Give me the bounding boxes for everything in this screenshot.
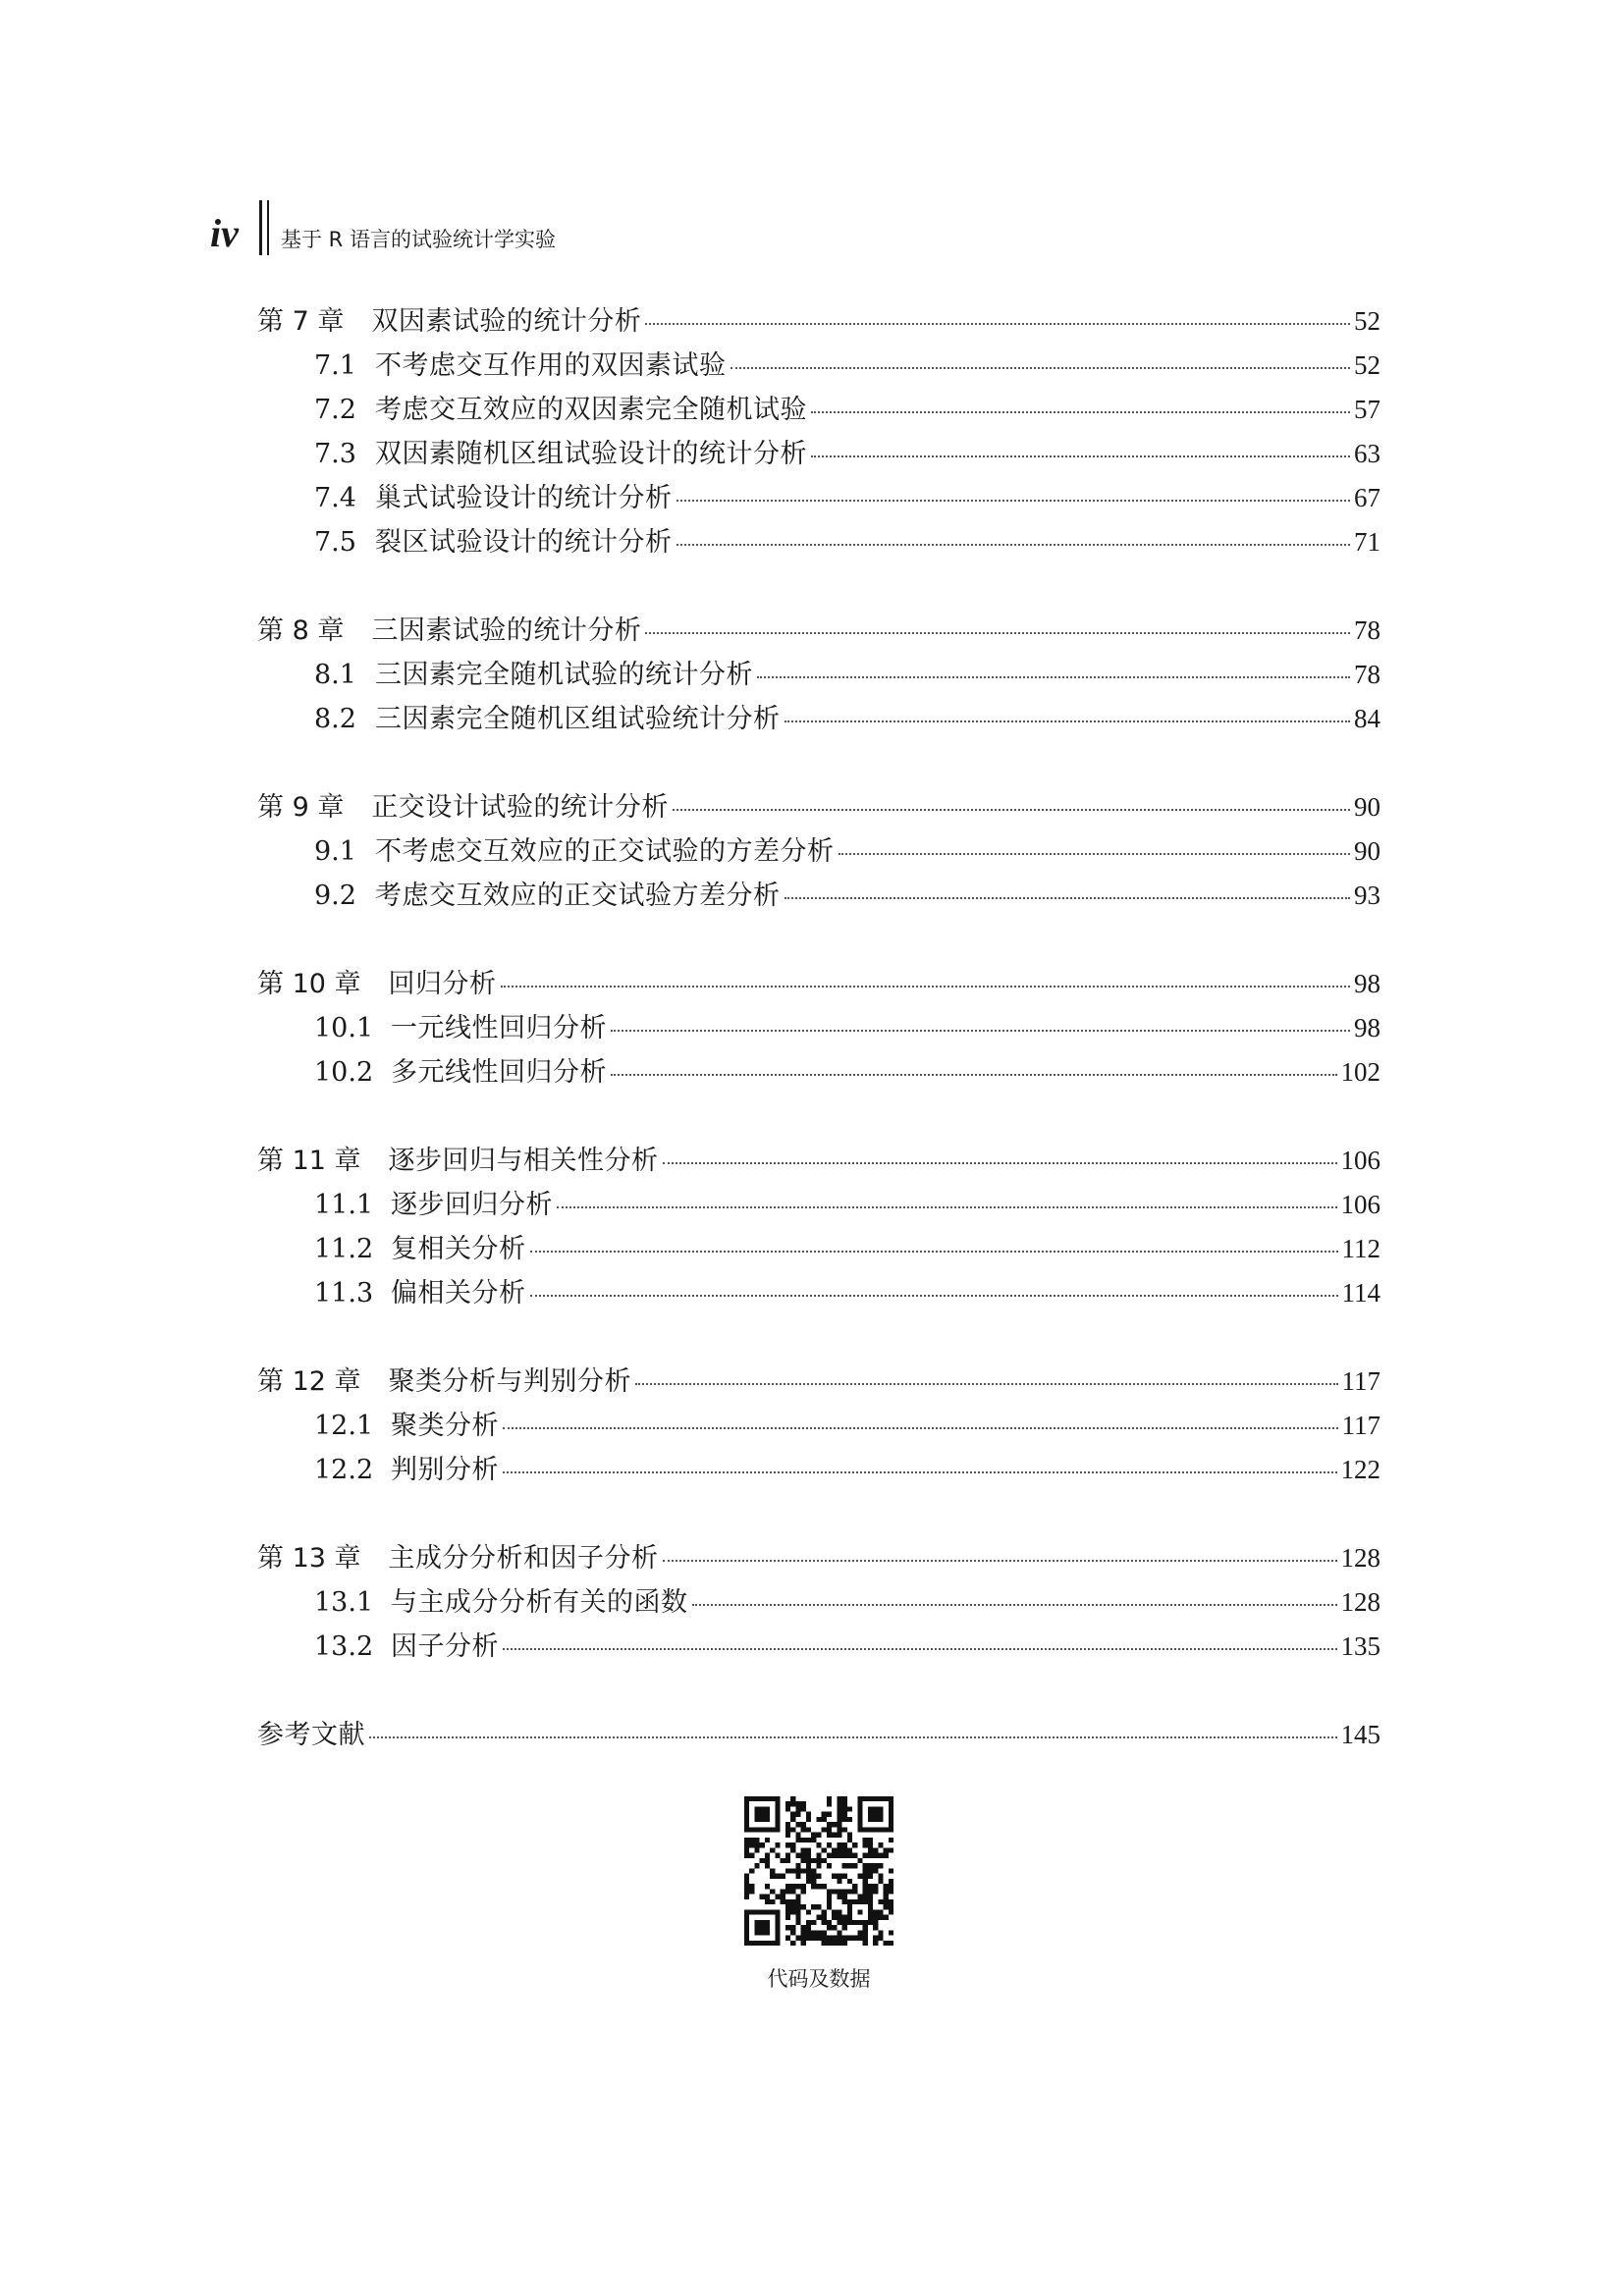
dot-leader bbox=[557, 1206, 1337, 1208]
entry-page-number: 93 bbox=[1354, 881, 1380, 910]
dot-leader bbox=[503, 1471, 1337, 1473]
dot-leader bbox=[676, 500, 1351, 502]
entry-title: 三因素完全随机区组试验统计分析 bbox=[375, 704, 781, 734]
book-title: 基于 R 语言的试验统计学实验 bbox=[281, 228, 556, 251]
entry-title: 参考文献 bbox=[257, 1720, 365, 1750]
entry-title: 回归分析 bbox=[388, 969, 497, 999]
dot-leader bbox=[784, 721, 1351, 722]
entry-title: 与主成分分析有关的函数 bbox=[391, 1587, 688, 1618]
entry-number: 8.1 bbox=[314, 660, 356, 690]
entry-number: 10.2 bbox=[314, 1057, 374, 1088]
entry-title: 偏相关分析 bbox=[391, 1278, 526, 1308]
dot-leader bbox=[503, 1648, 1337, 1650]
entry-page-number: 135 bbox=[1340, 1631, 1380, 1661]
entry-page-number: 122 bbox=[1340, 1455, 1380, 1484]
toc-section-entry[interactable] bbox=[257, 476, 1380, 520]
toc-section-entry[interactable] bbox=[257, 1227, 1380, 1271]
entry-page-number: 117 bbox=[1341, 1411, 1380, 1440]
toc-section-entry[interactable] bbox=[257, 520, 1380, 564]
entry-number: 11.3 bbox=[314, 1278, 374, 1308]
toc-chapter-entry[interactable] bbox=[257, 299, 1380, 344]
toc-section-entry[interactable] bbox=[257, 1183, 1380, 1227]
header-rule bbox=[259, 200, 262, 255]
dot-leader bbox=[692, 1604, 1337, 1606]
dot-leader bbox=[673, 809, 1350, 811]
entry-number: 7.2 bbox=[314, 395, 356, 425]
entry-title: 考虑交互效应的正交试验方差分析 bbox=[375, 881, 781, 911]
entry-title: 考虑交互效应的双因素完全随机试验 bbox=[375, 395, 807, 425]
entry-title: 双因素试验的统计分析 bbox=[371, 306, 642, 337]
entry-number: 7.1 bbox=[314, 350, 356, 381]
entry-title: 判别分析 bbox=[391, 1455, 499, 1485]
entry-title: 逐步回归分析 bbox=[391, 1190, 553, 1220]
entry-title: 复相关分析 bbox=[391, 1234, 526, 1264]
entry-number: 第 9 章 bbox=[257, 792, 345, 823]
toc-section-entry[interactable] bbox=[257, 432, 1380, 476]
entry-page-number: 106 bbox=[1340, 1190, 1380, 1219]
toc-chapter-group bbox=[257, 299, 1380, 564]
entry-number: 7.4 bbox=[314, 483, 356, 513]
qr-code-icon[interactable] bbox=[744, 1796, 893, 1946]
entry-title: 双因素随机区组试验设计的统计分析 bbox=[375, 439, 807, 469]
toc-chapter-group bbox=[257, 962, 1380, 1095]
entry-page-number: 71 bbox=[1354, 527, 1380, 557]
dot-leader bbox=[730, 367, 1351, 369]
toc-chapter-entry[interactable] bbox=[257, 1536, 1380, 1580]
entry-number: 11.1 bbox=[314, 1190, 374, 1220]
dot-leader bbox=[676, 544, 1351, 546]
entry-page-number: 114 bbox=[1341, 1278, 1380, 1308]
toc-chapter-group bbox=[257, 609, 1380, 741]
toc-section-entry[interactable] bbox=[257, 1625, 1380, 1669]
dot-leader bbox=[839, 853, 1351, 855]
entry-number: 9.2 bbox=[314, 881, 356, 911]
toc-section-entry[interactable] bbox=[257, 1580, 1380, 1625]
toc-chapter-entry[interactable] bbox=[257, 609, 1380, 653]
toc-section-entry[interactable] bbox=[257, 344, 1380, 388]
entry-page-number: 52 bbox=[1354, 306, 1380, 336]
dot-leader bbox=[501, 986, 1350, 988]
entry-page-number: 84 bbox=[1354, 704, 1380, 733]
entry-number: 7.5 bbox=[314, 527, 356, 558]
entry-page-number: 98 bbox=[1354, 969, 1380, 998]
entry-page-number: 90 bbox=[1354, 836, 1380, 866]
dot-leader bbox=[757, 676, 1350, 678]
entry-number: 12.2 bbox=[314, 1455, 374, 1485]
dot-leader bbox=[645, 632, 1350, 634]
dot-leader bbox=[811, 455, 1350, 457]
toc-section-entry[interactable] bbox=[257, 1050, 1380, 1095]
entry-number: 第 11 章 bbox=[257, 1146, 361, 1176]
entry-number: 第 7 章 bbox=[257, 306, 345, 337]
toc-chapter-group bbox=[257, 785, 1380, 918]
dot-leader bbox=[611, 1074, 1337, 1076]
entry-page-number: 78 bbox=[1354, 615, 1380, 645]
entry-page-number: 102 bbox=[1340, 1057, 1380, 1087]
entry-page-number: 128 bbox=[1340, 1587, 1380, 1617]
entry-number: 13.2 bbox=[314, 1631, 374, 1662]
toc-chapter-entry[interactable] bbox=[257, 785, 1380, 829]
dot-leader bbox=[530, 1251, 1338, 1253]
toc-references-entry[interactable] bbox=[257, 1713, 1380, 1757]
toc-chapter-entry[interactable] bbox=[257, 1139, 1380, 1183]
table-of-contents bbox=[257, 299, 1380, 1757]
toc-section-entry[interactable] bbox=[257, 697, 1380, 741]
dot-leader bbox=[530, 1295, 1338, 1297]
qr-caption: 代码及数据 bbox=[767, 1967, 871, 1991]
dot-leader bbox=[645, 323, 1350, 325]
entry-number: 12.1 bbox=[314, 1411, 374, 1441]
dot-leader bbox=[811, 411, 1350, 413]
entry-page-number: 52 bbox=[1354, 350, 1380, 380]
entry-page-number: 78 bbox=[1354, 660, 1380, 689]
entry-title: 逐步回归与相关性分析 bbox=[388, 1146, 659, 1176]
entry-number: 11.2 bbox=[314, 1234, 374, 1264]
dot-leader bbox=[369, 1736, 1337, 1738]
dot-leader bbox=[663, 1162, 1337, 1164]
toc-section-entry[interactable] bbox=[257, 388, 1380, 432]
entry-title: 正交设计试验的统计分析 bbox=[371, 792, 669, 823]
entry-number: 第 12 章 bbox=[257, 1366, 361, 1397]
entry-number: 第 13 章 bbox=[257, 1543, 361, 1574]
entry-page-number: 63 bbox=[1354, 439, 1380, 468]
entry-number: 10.1 bbox=[314, 1013, 374, 1043]
toc-chapter-group bbox=[257, 1139, 1380, 1315]
toc-section-entry[interactable] bbox=[257, 874, 1380, 918]
toc-section-entry[interactable] bbox=[257, 1006, 1380, 1050]
entry-page-number: 67 bbox=[1354, 483, 1380, 512]
dot-leader bbox=[784, 897, 1351, 899]
toc-chapter-group bbox=[257, 1360, 1380, 1492]
dot-leader bbox=[663, 1560, 1337, 1562]
entry-title: 不考虑交互作用的双因素试验 bbox=[375, 350, 727, 381]
toc-chapter-entry[interactable] bbox=[257, 1360, 1380, 1404]
entry-page-number: 112 bbox=[1341, 1234, 1380, 1263]
entry-page-number: 106 bbox=[1340, 1146, 1380, 1175]
toc-section-entry[interactable] bbox=[257, 1404, 1380, 1448]
toc-section-entry[interactable] bbox=[257, 829, 1380, 874]
toc-chapter-entry[interactable] bbox=[257, 962, 1380, 1006]
toc-section-entry[interactable] bbox=[257, 1271, 1380, 1315]
entry-title: 三因素试验的统计分析 bbox=[371, 615, 642, 646]
entry-page-number: 117 bbox=[1341, 1366, 1380, 1396]
entry-title: 多元线性回归分析 bbox=[391, 1057, 607, 1088]
entry-title: 巢式试验设计的统计分析 bbox=[375, 483, 673, 513]
entry-number: 9.1 bbox=[314, 836, 356, 867]
entry-title: 一元线性回归分析 bbox=[391, 1013, 607, 1043]
entry-title: 裂区试验设计的统计分析 bbox=[375, 527, 673, 558]
entry-number: 13.1 bbox=[314, 1587, 374, 1618]
qr-block bbox=[744, 1796, 893, 1991]
dot-leader bbox=[611, 1030, 1350, 1032]
header-rule bbox=[267, 200, 269, 255]
entry-page-number: 90 bbox=[1354, 792, 1380, 822]
entry-page-number: 57 bbox=[1354, 395, 1380, 424]
entry-number: 第 8 章 bbox=[257, 615, 345, 646]
dot-leader bbox=[503, 1427, 1338, 1429]
entry-title: 主成分分析和因子分析 bbox=[388, 1543, 659, 1574]
toc-section-entry[interactable] bbox=[257, 653, 1380, 697]
entry-number: 7.3 bbox=[314, 439, 356, 469]
dot-leader bbox=[635, 1383, 1337, 1385]
entry-number: 8.2 bbox=[314, 704, 356, 734]
toc-section-entry[interactable] bbox=[257, 1448, 1380, 1492]
entry-title: 不考虑交互效应的正交试验的方差分析 bbox=[375, 836, 835, 867]
entry-page-number: 128 bbox=[1340, 1543, 1380, 1573]
entry-title: 因子分析 bbox=[391, 1631, 499, 1662]
toc-chapter-group bbox=[257, 1536, 1380, 1669]
entry-title: 聚类分析与判别分析 bbox=[388, 1366, 632, 1397]
entry-title: 聚类分析 bbox=[391, 1411, 499, 1441]
entry-page-number: 98 bbox=[1354, 1013, 1380, 1042]
page-folio: iv bbox=[210, 211, 239, 255]
entry-number: 第 10 章 bbox=[257, 969, 361, 999]
entry-title: 三因素完全随机试验的统计分析 bbox=[375, 660, 753, 690]
entry-page-number: 145 bbox=[1340, 1720, 1380, 1749]
